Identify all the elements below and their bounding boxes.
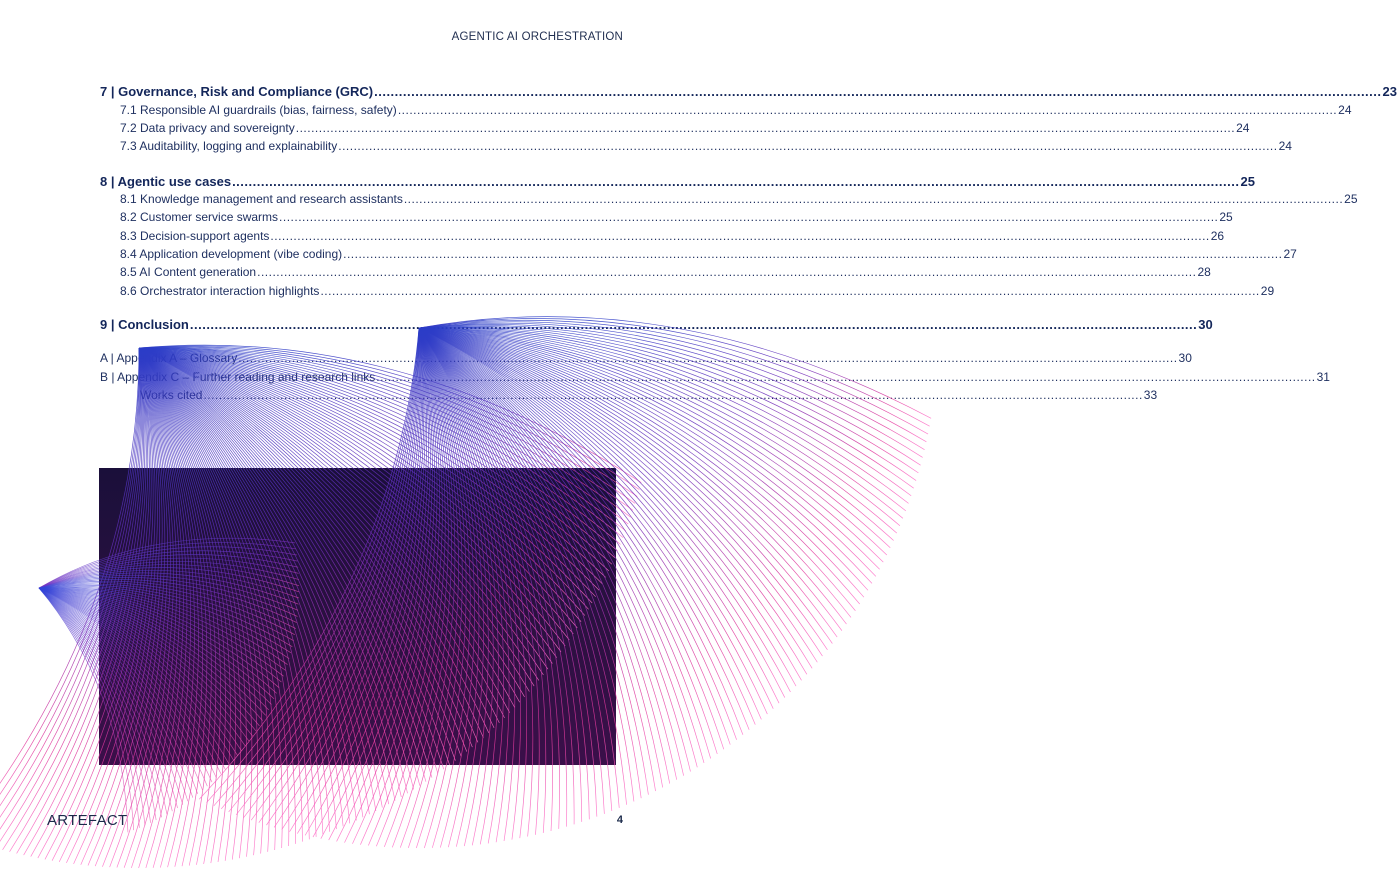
toc-entry-page: 30 (1198, 317, 1213, 332)
dot-leader (190, 317, 1197, 332)
toc-entry-customer-service[interactable] (100, 210, 1233, 224)
toc-entry-label: 9 | Conclusion (100, 317, 189, 332)
toc-entry-page: 29 (1260, 284, 1275, 298)
toc-entry-page: 28 (1197, 265, 1211, 279)
dot-leader (338, 139, 1277, 153)
dot-leader (404, 192, 1343, 206)
page-number: 4 (616, 814, 623, 826)
dot-leader (296, 121, 1235, 135)
dot-leader (203, 388, 1142, 402)
toc-entry-knowledge-management[interactable] (100, 192, 1358, 206)
toc-entry-label: 8.6 Orchestrator interaction highlights (120, 284, 320, 298)
dot-leader (279, 210, 1218, 224)
toc-entry-page: 26 (1210, 229, 1225, 243)
toc-entry-page: 30 (1178, 351, 1192, 365)
toc-entry-label: 8.5 AI Content generation (120, 265, 257, 279)
dot-leader (320, 284, 1259, 298)
toc-entry-responsible-ai[interactable] (100, 103, 1352, 117)
toc-entry-page: 25 (1240, 174, 1255, 189)
toc-entry-orchestrator-highlights[interactable] (100, 284, 1275, 298)
toc-entry-governance[interactable] (100, 84, 1397, 99)
toc-entry-label: 8.3 Decision-support agents (120, 229, 270, 243)
toc-entry-label: 8.4 Application development (vibe coding) (120, 247, 343, 261)
toc-entry-page: 23 (1382, 84, 1397, 99)
running-header: AGENTIC AI ORCHESTRATION (451, 31, 623, 43)
toc-entry-label: 7.3 Auditability, logging and explainability (120, 139, 338, 153)
toc-entry-page: 25 (1344, 192, 1358, 206)
svg-text:ARTEFACT: ARTEFACT (47, 812, 128, 829)
toc-entry-label: 8 | Agentic use cases (100, 174, 232, 189)
toc-entry-decision-support[interactable] (100, 229, 1225, 243)
toc-entry-app-development[interactable] (100, 247, 1297, 261)
toc-entry-page: 24 (1236, 121, 1250, 135)
toc-entry-page: 24 (1278, 139, 1292, 153)
toc-entry-label: 7.2 Data privacy and sovereignty (120, 121, 295, 135)
toc-entry-page: 31 (1316, 370, 1330, 384)
toc-entry-label: B | Appendix C – Further reading and research links (100, 370, 376, 384)
toc-entry-auditability[interactable] (100, 139, 1292, 153)
toc-entry-page: 25 (1219, 210, 1233, 224)
toc-entry-label: Works cited (140, 388, 203, 402)
toc-entry-label: 8.2 Customer service swarms (120, 210, 279, 224)
toc-entry-page: 27 (1283, 247, 1297, 261)
dot-leader (232, 174, 1239, 189)
toc-entry-use-cases[interactable] (100, 174, 1255, 189)
toc-entry-label: 7 | Governance, Risk and Compliance (GRC) (100, 84, 374, 99)
toc-entry-page: 33 (1143, 388, 1158, 402)
dot-leader (343, 247, 1282, 261)
toc-entry-label: 7.1 Responsible AI guardrails (bias, fairness, safety) (120, 103, 397, 117)
dot-leader (374, 84, 1381, 99)
toc-entry-page: 24 (1338, 103, 1352, 117)
abstract-line-art-image (99, 468, 616, 765)
dot-leader (398, 103, 1337, 117)
artefact-logo (47, 811, 128, 829)
dot-leader (238, 351, 1177, 365)
dot-leader (270, 229, 1209, 243)
dot-leader (257, 265, 1196, 279)
toc-entry-label: 8.1 Knowledge management and research assistants (120, 192, 403, 206)
toc-entry-label: A | Appendix A – Glossary (100, 351, 238, 365)
toc-entry-data-privacy[interactable] (100, 121, 1250, 135)
toc-entry-content-generation[interactable] (100, 265, 1211, 279)
